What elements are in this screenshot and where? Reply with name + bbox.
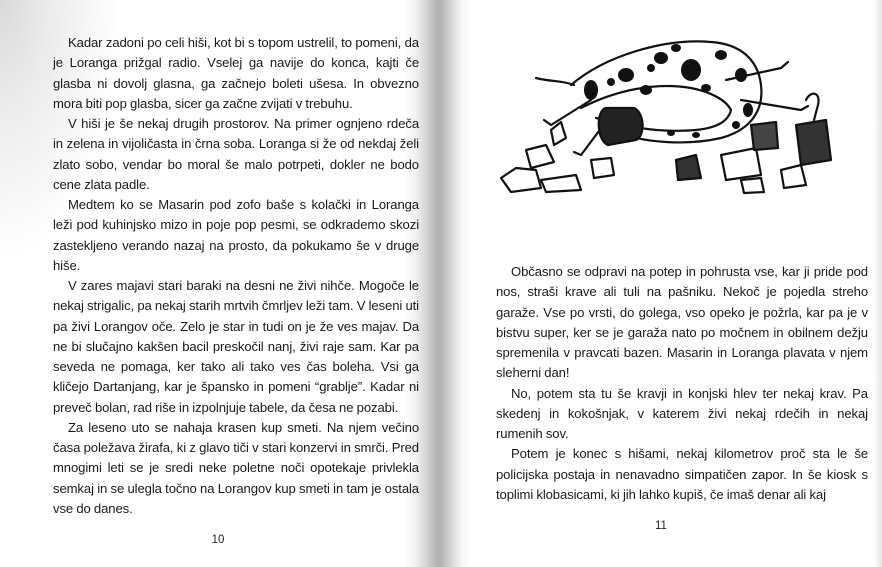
right-page xyxy=(440,0,882,567)
tin-can xyxy=(599,108,643,145)
trash-item xyxy=(551,122,566,145)
trash-item xyxy=(721,148,761,180)
trash-item xyxy=(501,168,541,192)
trash-item xyxy=(676,155,701,180)
paragraph: Občasno se odpravi na potep in pohrusta vse, kar ji pride pod nos, straši krave ali tuli na pašniku. Nekoč je pojedla streho garaže. Vse po vrsti, do golega, vso opeko je požrla, kar pa je v bistvu super, ker se je garaža nato po močnem in obilnem dežju spremenila v pravcati bazen. Masarin in Loranga plavata v njem sleherni dan! xyxy=(496,264,868,381)
illustration-spacing xyxy=(496,195,868,262)
left-page-text xyxy=(53,33,419,519)
trash-item xyxy=(541,175,581,192)
paragraph: Potem je konec s hišami, nekaj kilometrov proč sta le še policijska postaja in nenavadno simpatičen zapor. In še kiosk s toplimi klobasicami, ki jih lahko kupiš, če imaš denar ali kaj xyxy=(496,446,868,502)
paragraph: V hiši je še nekaj drugih prostorov. Na primer ognjeno rdeča in zelena in vijoličasta in črna soba. Loranga si že od nekdaj želi zlato sobo, vendar bo moral še malo potrpeti, dokler ne bodo cene zlata padle. xyxy=(53,116,419,192)
left-page-column xyxy=(53,0,419,567)
paragraph: No, potem sta tu še kravji in konjski hlev ter nekaj krav. Pa skedenj in kokošnjak, v katerem živi nekaj rdečih in nekaj rumenih sov. xyxy=(496,385,868,441)
trash-item xyxy=(591,158,614,178)
right-page-column xyxy=(496,0,868,567)
trash-item xyxy=(796,120,831,165)
giraffe-illustration xyxy=(496,30,841,195)
trash-item xyxy=(781,165,806,188)
page-number-right: 11 xyxy=(655,520,667,532)
trash-item xyxy=(526,145,554,168)
paragraph: Medtem ko se Masarin pod zofo baše s kolački in Loranga leži pod kuhinjsko mizo in poje pop pesmi, se odkrademo skozi zastekljeno verando nazaj na prosto, da pokukamo še v druge hiše. xyxy=(53,197,419,273)
giraffe-tail xyxy=(536,78,574,85)
paragraph: V zares majavi stari baraki na desni ne živi nihče. Mogoče le nekaj strigalic, pa nekaj starih mrtvih čmrljev leži tam. V leseni uti pa živi Lorangov oče. Zelo je star in tudi on je že ves majav. Da ne bi slučajno kakšen bacil preskočil nanj, živi raje sam. Kar pa seveda ne pomaga, ker tako ali tako ves čas boleha. Vsi ga kličejo Dartanjang, kar je špansko in pomeni “grablje”. Kadar ni preveč bolan, rad riše in izpolnjuje tabele, da česa ne pozabi. xyxy=(53,278,419,415)
page-number-left: 10 xyxy=(211,534,225,546)
left-page xyxy=(0,0,440,567)
giraffe-leg xyxy=(544,100,591,125)
trash-item xyxy=(751,122,778,150)
right-page-text xyxy=(496,262,868,505)
paragraph: Za leseno uto se nahaja krasen kup smeti. Na njem večino časa poležava žirafa, ki z glavo tiči v stari konzervi in smrči. Pred mnogimi leti se je sredi neke poletne noči opotekaje privlekla semkaj in se ulegla točno na Lorangov kup smeti in tam je ostala vse do danes. xyxy=(53,419,419,516)
paragraph: Kadar zadoni po celi hiši, kot bi s topom ustrelil, to pomeni, da je Loranga prižgal radio. Vselej ga navije do konca, kajti če glasba ni dovolj glasna, ga začnejo boleti ušesa. In obvezno mora biti pop glasba, sicer ga začne zvijati v trebuhu. xyxy=(53,35,419,111)
trash-item xyxy=(741,178,764,193)
